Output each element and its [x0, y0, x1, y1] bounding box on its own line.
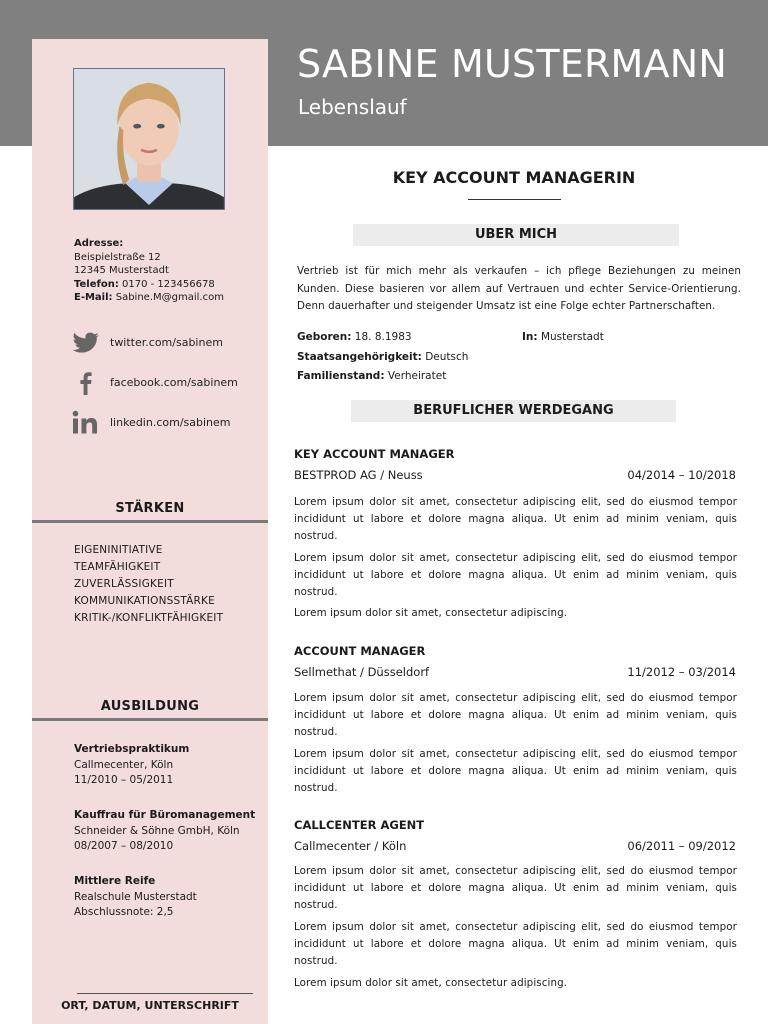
marital-value: Verheiratet	[387, 370, 447, 382]
born-value: 18. 8.1983	[354, 331, 412, 343]
job-description: Lorem ipsum dolor sit amet, consectetur adipiscing elit, sed do eiusmod tempor incididunt ut labore et dolore magna aliqua. Ut enim ad minim veniam, quis nostrud.	[294, 748, 737, 795]
job-description: Lorem ipsum dolor sit amet, consectetur adipiscing elit, sed do eiusmod tempor incididunt ut labore et dolore magna aliqua. Ut enim ad minim veniam, quis nostrud.	[294, 496, 737, 543]
in-label: In:	[522, 331, 538, 343]
sidebar	[32, 39, 268, 1024]
nationality-label: Staatsangehörigkeit:	[297, 351, 422, 363]
job-title: KEY ACCOUNT MANAGERIN	[392, 168, 636, 187]
education-place: Realschule Musterstadt	[74, 890, 197, 903]
strengths-divider	[32, 520, 268, 523]
job-description: Lorem ipsum dolor sit amet, consectetur adipiscing elit, sed do eiusmod tempor incididunt ut labore et dolore magna aliqua. Ut enim ad minim veniam, quis nostrud.	[294, 921, 737, 968]
about-heading: UBER MICH	[353, 224, 679, 246]
education-period: 08/2007 – 08/2010	[74, 840, 174, 852]
strengths-heading: STÄRKEN	[115, 501, 185, 516]
list-item: KOMMUNIKATIONSSTÄRKE	[74, 595, 215, 607]
job-company: BESTPROD AG / Neuss	[294, 468, 423, 482]
job-description: Lorem ipsum dolor sit amet, consectetur adipiscing elit, sed do eiusmod tempor incididunt ut labore et dolore magna aliqua. Ut enim ad minim veniam, quis nostrud.	[294, 692, 737, 739]
job-period: 11/2012 – 03/2014	[627, 665, 736, 679]
address-street: Beispielstraße 12	[74, 251, 161, 263]
career-heading: BERUFLICHER WERDEGANG	[351, 400, 676, 422]
job-description: Lorem ipsum dolor sit amet, consectetur adipiscing elit, sed do eiusmod tempor incididunt ut labore et dolore magna aliqua. Ut enim ad minim veniam, quis nostrud.	[294, 865, 737, 912]
facebook-link[interactable]: facebook.com/sabinem	[110, 376, 238, 389]
education-title: Kauffrau für Büromanagement	[74, 809, 256, 821]
list-item: EIGENINITIATIVE	[74, 544, 163, 556]
phone-value: 0170 - 123456678	[122, 278, 215, 290]
birth-place	[522, 331, 604, 343]
signature-line	[77, 993, 253, 994]
nationality-value: Deutsch	[425, 351, 469, 363]
education-entry	[74, 742, 189, 789]
marital-status	[297, 370, 446, 382]
email-value: Sabine.M@gmail.com	[115, 292, 224, 303]
born-label: Geboren:	[297, 331, 352, 343]
education-divider	[32, 718, 268, 721]
in-value: Musterstadt	[540, 331, 604, 343]
nationality	[297, 351, 468, 363]
job-period: 04/2014 – 10/2018	[627, 468, 736, 482]
education-heading: AUSBILDUNG	[100, 699, 200, 714]
job-position: CALLCENTER AGENT	[294, 818, 425, 832]
marital-label: Familienstand:	[297, 370, 385, 382]
social-linkedin[interactable]	[72, 410, 262, 438]
job-description: Lorem ipsum dolor sit amet, consectetur adipiscing.	[294, 607, 568, 619]
job-company: Callmecenter / Köln	[294, 839, 407, 853]
page-subtitle: Lebenslauf	[298, 95, 407, 119]
linkedin-icon	[72, 410, 100, 436]
job-title-underline	[468, 199, 561, 200]
education-title: Vertriebspraktikum	[74, 743, 190, 755]
social-twitter[interactable]	[72, 330, 262, 358]
portrait-image	[74, 69, 224, 209]
birth-date	[297, 331, 412, 343]
education-place: Schneider & Söhne GmbH, Köln	[74, 824, 240, 837]
about-text: Vertrieb ist für mich mehr als verkaufen – ich pflege Beziehungen zu meinen Kunden. Diese basieren vor allem auf Vertrauen und echter Service-Orientierung. Denn dauerhafter und steigender Umsatz ist eine Folge echter Partnerschaften.	[297, 265, 741, 312]
strengths-list	[74, 542, 223, 627]
social-facebook[interactable]	[72, 370, 262, 398]
job-description: Lorem ipsum dolor sit amet, consectetur adipiscing.	[294, 977, 568, 989]
education-entry	[74, 874, 197, 921]
education-place: Callmecenter, Köln	[74, 758, 174, 771]
linkedin-link[interactable]: linkedin.com/sabinem	[110, 416, 231, 429]
phone-label: Telefon:	[74, 278, 119, 290]
address-label: Adresse:	[74, 238, 124, 249]
education-title: Mittlere Reife	[74, 875, 156, 887]
job-position: KEY ACCOUNT MANAGER	[294, 447, 455, 461]
signature-label: ORT, DATUM, UNTERSCHRIFT	[61, 999, 239, 1012]
twitter-icon	[72, 330, 100, 356]
twitter-link[interactable]: twitter.com/sabinem	[110, 336, 223, 349]
education-grade: Abschlussnote: 2,5	[74, 906, 174, 918]
email-label: E-Mail:	[74, 292, 113, 303]
job-position: ACCOUNT MANAGER	[294, 644, 426, 658]
job-description: Lorem ipsum dolor sit amet, consectetur adipiscing elit, sed do eiusmod tempor incididunt ut labore et dolore magna aliqua. Ut enim ad minim veniam, quis nostrud.	[294, 552, 737, 599]
profile-photo	[73, 68, 225, 210]
facebook-icon	[72, 370, 100, 396]
contact-block	[74, 237, 264, 305]
list-item: KRITIK-/KONFLIKTFÄHIGKEIT	[74, 612, 224, 624]
page-title: SABINE MUSTERMANN	[297, 42, 727, 86]
education-entry	[74, 808, 255, 855]
address-city: 12345 Musterstadt	[74, 265, 169, 276]
list-item: ZUVERLÄSSIGKEIT	[74, 578, 174, 590]
job-period: 06/2011 – 09/2012	[627, 839, 736, 853]
job-company: Sellmethat / Düsseldorf	[294, 665, 430, 679]
education-period: 11/2010 – 05/2011	[74, 774, 174, 786]
list-item: TEAMFÄHIGKEIT	[74, 561, 161, 573]
